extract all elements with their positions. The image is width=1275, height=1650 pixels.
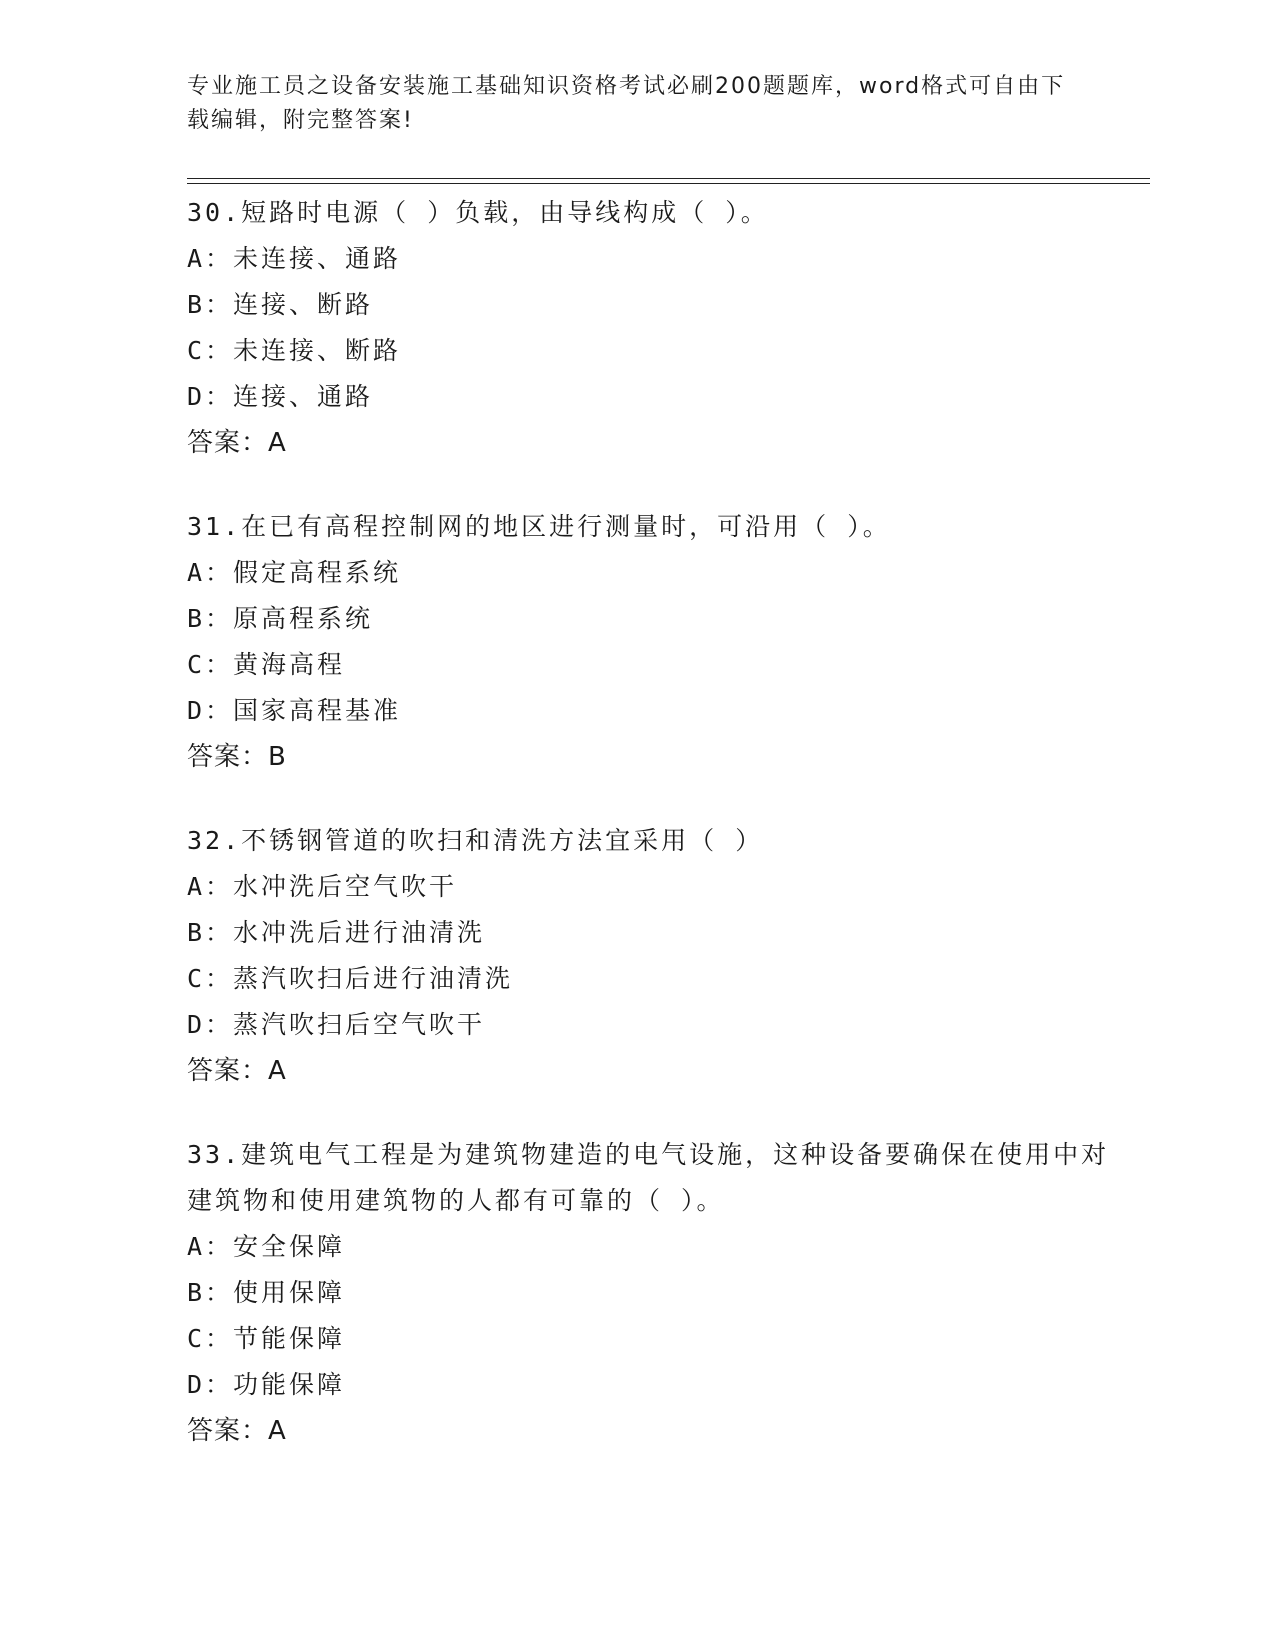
option-a: A：未连接、通路 bbox=[187, 244, 402, 273]
document-title: 专业施工员之设备安装施工基础知识资格考试必刷200题题库，word格式可自由下载编辑，附完整答案! bbox=[187, 74, 1066, 133]
question-text: 31.在已有高程控制网的地区进行测量时，可沿用（ ）。 bbox=[187, 512, 891, 541]
question-30 bbox=[187, 190, 1137, 466]
option-c: C：未连接、断路 bbox=[187, 336, 402, 365]
option-d: D：国家高程基准 bbox=[187, 696, 402, 725]
question-text: 32.不锈钢管道的吹扫和清洗方法宜采用（ ） bbox=[187, 826, 764, 855]
option-b: B：使用保障 bbox=[187, 1278, 346, 1307]
question-33 bbox=[187, 1132, 1137, 1454]
option-b: B：水冲洗后进行油清洗 bbox=[187, 918, 486, 947]
question-text: 30.短路时电源（ ）负载，由导线构成（ ）。 bbox=[187, 198, 769, 227]
option-c: C：节能保障 bbox=[187, 1324, 346, 1353]
document-header bbox=[187, 70, 1067, 138]
option-d: D：蒸汽吹扫后空气吹干 bbox=[187, 1010, 486, 1039]
option-b: B：连接、断路 bbox=[187, 290, 374, 319]
answer-label: 答案：A bbox=[187, 1056, 287, 1086]
header-divider-top bbox=[187, 178, 1150, 179]
question-text: 33.建筑电气工程是为建筑物建造的电气设施，这种设备要确保在使用中对建筑物和使用建筑物的人都有可靠的（ ）。 bbox=[187, 1140, 1110, 1215]
question-list bbox=[187, 190, 1137, 1492]
option-d: D：功能保障 bbox=[187, 1370, 346, 1399]
option-d: D：连接、通路 bbox=[187, 382, 374, 411]
question-31 bbox=[187, 504, 1137, 780]
answer-label: 答案：B bbox=[187, 742, 287, 772]
option-a: A：安全保障 bbox=[187, 1232, 346, 1261]
option-b: B：原高程系统 bbox=[187, 604, 374, 633]
option-c: C：黄海高程 bbox=[187, 650, 346, 679]
header-divider-bottom bbox=[187, 183, 1150, 184]
option-a: A：水冲洗后空气吹干 bbox=[187, 872, 458, 901]
answer-label: 答案：A bbox=[187, 428, 287, 458]
question-32 bbox=[187, 818, 1137, 1094]
option-a: A：假定高程系统 bbox=[187, 558, 402, 587]
answer-label: 答案：A bbox=[187, 1416, 287, 1446]
option-c: C：蒸汽吹扫后进行油清洗 bbox=[187, 964, 514, 993]
